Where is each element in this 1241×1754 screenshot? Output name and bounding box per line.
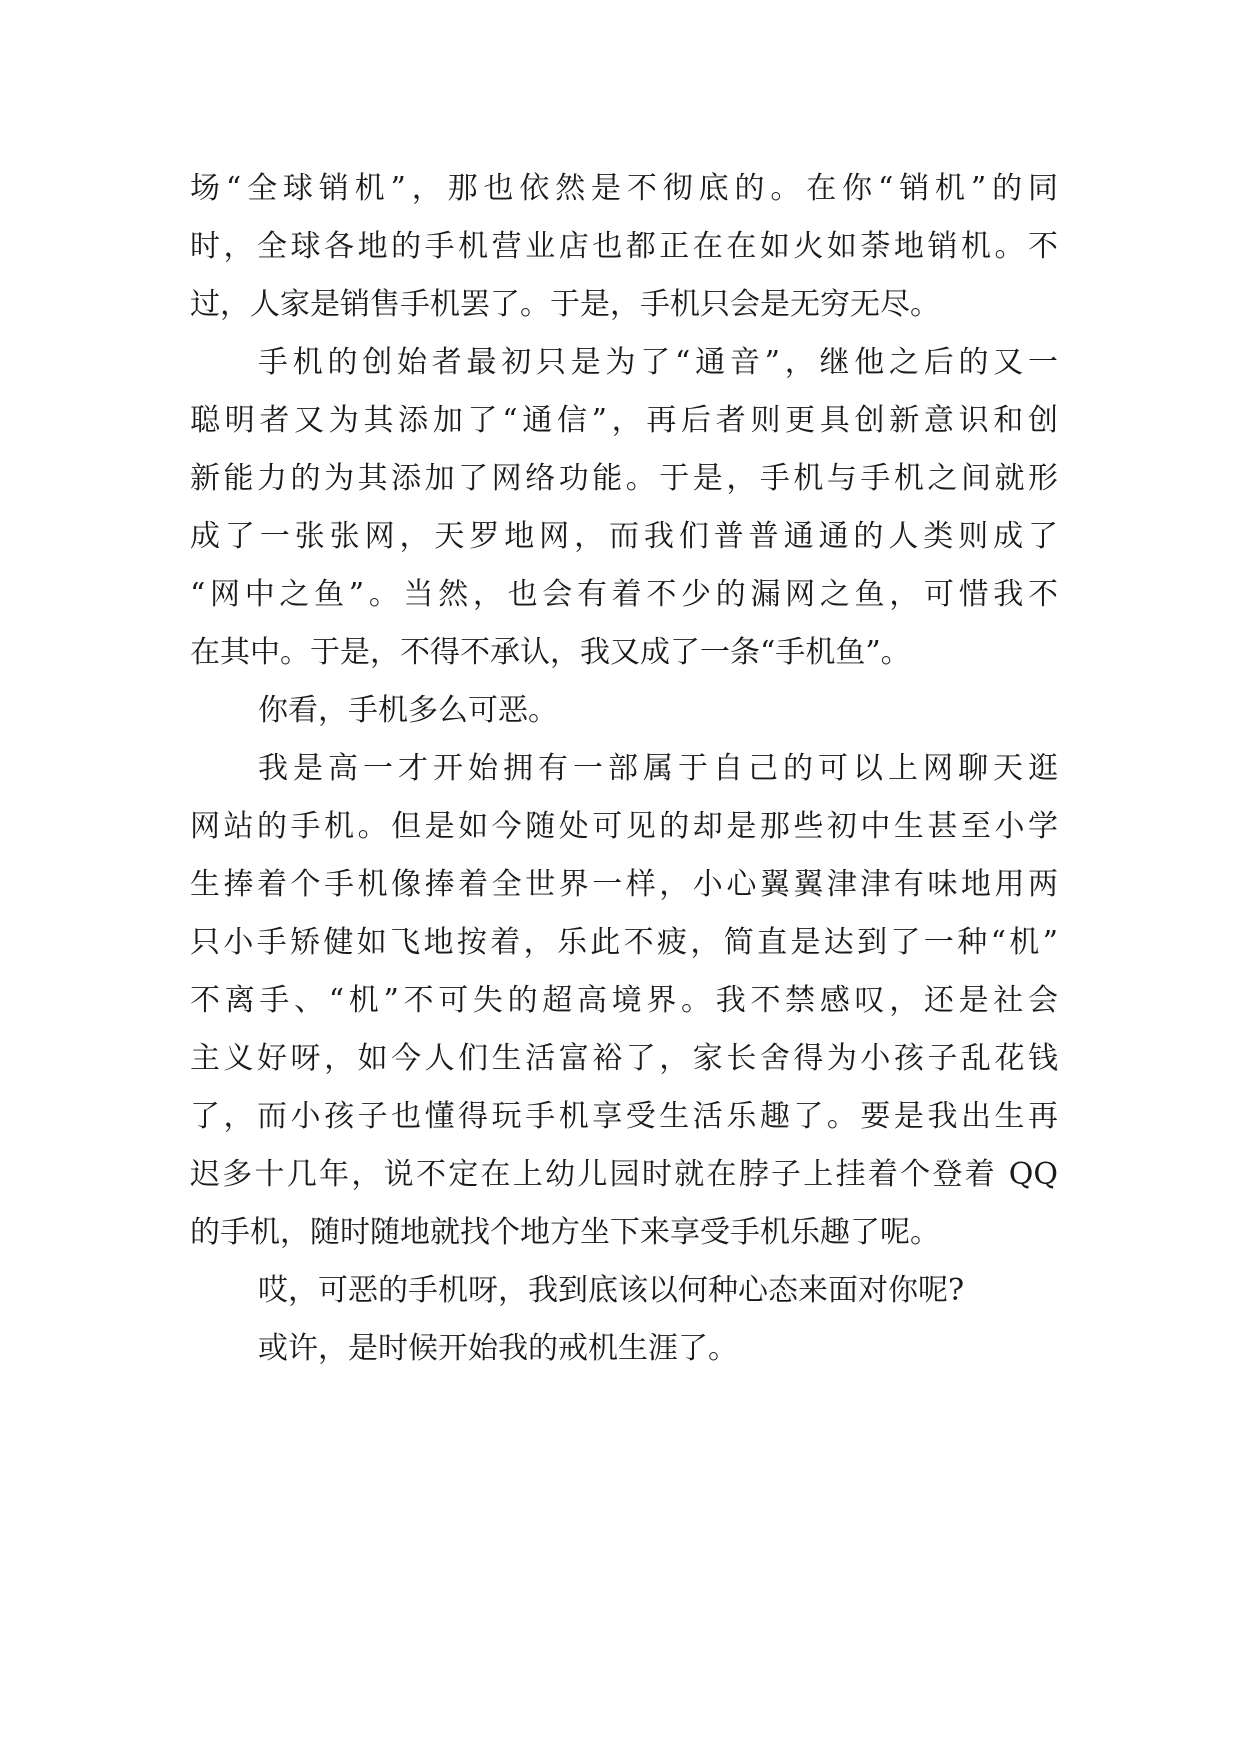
text-line: 生捧着个手机像捧着全世界一样，小心翼翼津津有味地用两	[190, 867, 1058, 902]
text-line: 迟多十几年，说不定在上幼儿园时就在脖子上挂着个登着 QQ	[190, 1157, 1058, 1192]
text-line: 了，而小孩子也懂得玩手机享受生活乐趣了。要是我出生再	[190, 1099, 1058, 1134]
text-line: 聪明者又为其添加了“通信”，再后者则更具创新意识和创	[190, 403, 1058, 438]
text-line: 你看，手机多么可恶。	[258, 693, 558, 728]
text-line: 主义好呀，如今人们生活富裕了，家长舍得为小孩子乱花钱	[190, 1041, 1058, 1076]
text-line: 网站的手机。但是如今随处可见的却是那些初中生甚至小学	[190, 809, 1058, 844]
text-line: 过，人家是销售手机罢了。于是，手机只会是无穷无尽。	[190, 287, 940, 322]
text-line: 或许，是时候开始我的戒机生涯了。	[258, 1331, 738, 1366]
text-line: 不离手、“机”不可失的超高境界。我不禁感叹，还是社会	[190, 983, 1058, 1018]
text-line: 场“全球销机”，那也依然是不彻底的。在你“销机”的同	[190, 171, 1058, 206]
text-line: 新能力的为其添加了网络功能。于是，手机与手机之间就形	[190, 461, 1058, 496]
text-line: “网中之鱼”。当然，也会有着不少的漏网之鱼，可惜我不	[190, 577, 1058, 612]
text-line: 成了一张张网，天罗地网，而我们普普通通的人类则成了	[190, 519, 1058, 554]
text-line: 我是高一才开始拥有一部属于自己的可以上网聊天逛	[258, 751, 1058, 786]
text-line: 时，全球各地的手机营业店也都正在在如火如荼地销机。不	[190, 229, 1058, 264]
text-line: 在其中。于是，不得不承认，我又成了一条“手机鱼”。	[190, 635, 911, 670]
body-text	[190, 160, 1058, 1378]
text-line: 哎，可恶的手机呀，我到底该以何种心态来面对你呢?	[258, 1273, 965, 1308]
text-line: 手机的创始者最初只是为了“通音”，继他之后的又一	[258, 345, 1058, 380]
text-line: 只小手矫健如飞地按着，乐此不疲，简直是达到了一种“机”	[190, 925, 1058, 960]
text-line: 的手机，随时随地就找个地方坐下来享受手机乐趣了呢。	[190, 1215, 940, 1250]
